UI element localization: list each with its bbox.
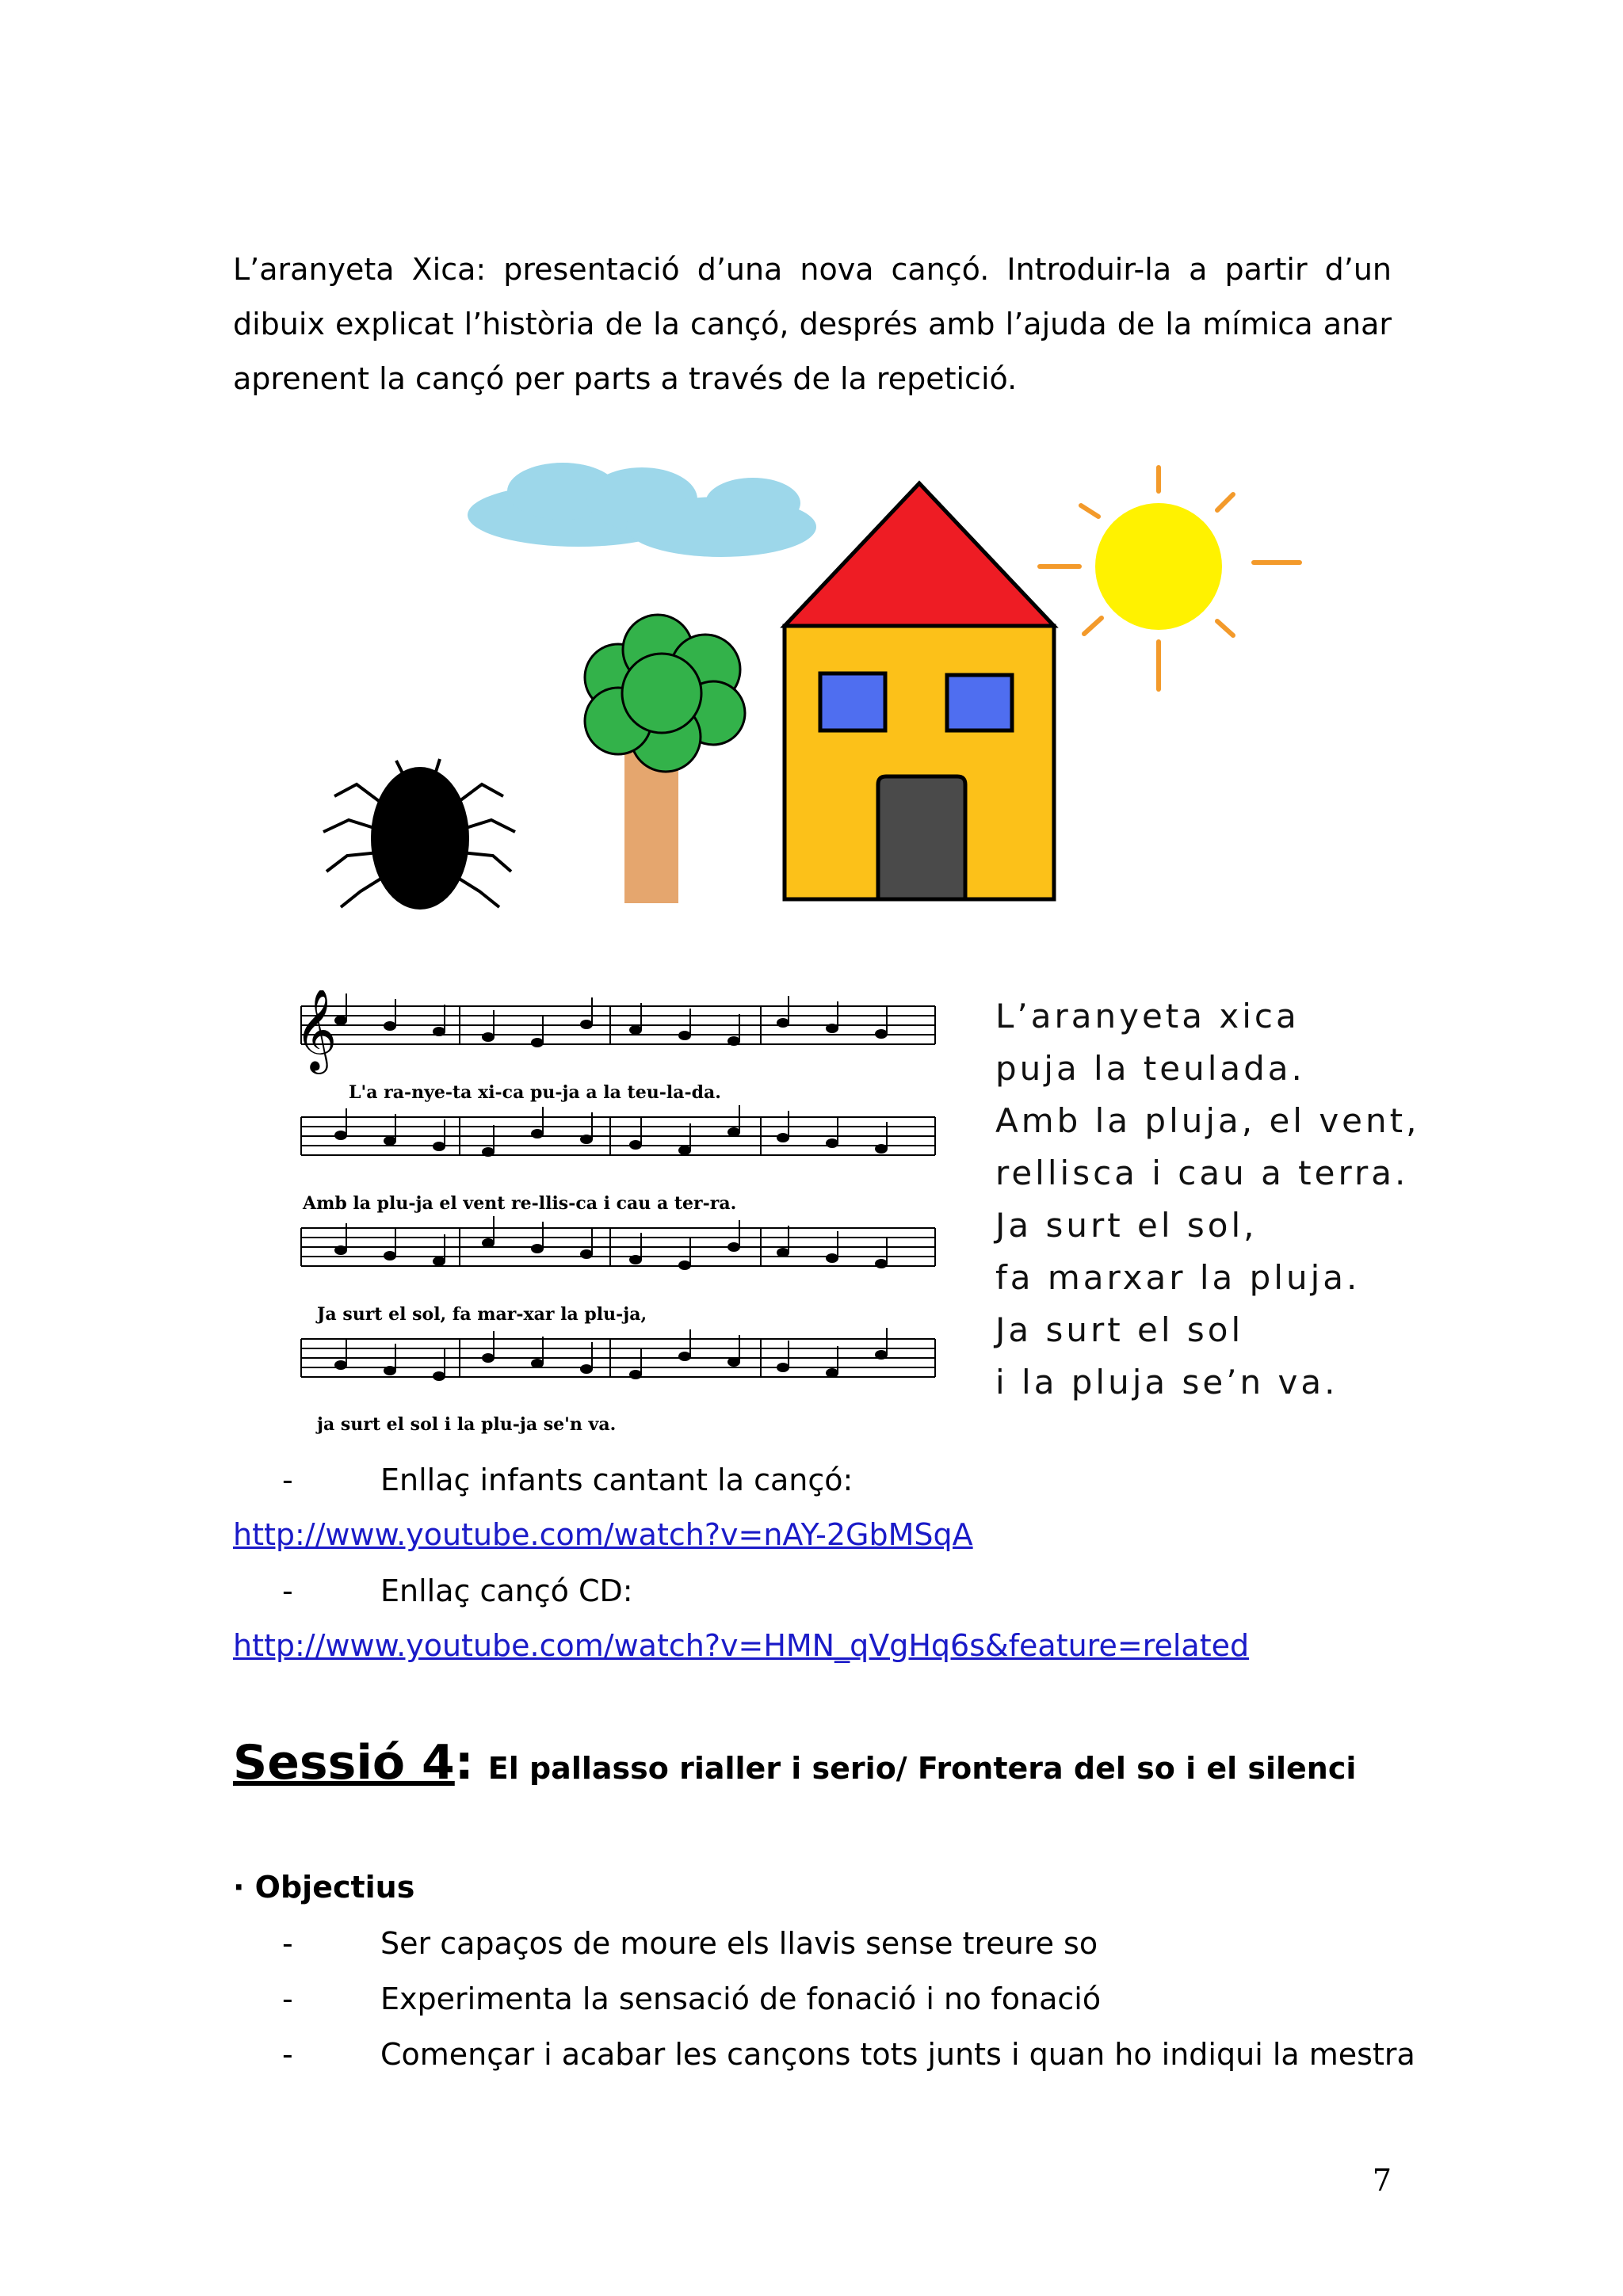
lyrics-line: Ja surt el sol xyxy=(995,1310,1244,1349)
session-subtitle: El pallasso rialler i serio/ Frontera del so i el silenci xyxy=(487,1751,1357,1786)
note-head xyxy=(384,1136,396,1146)
treble-clef-icon: 𝄞 xyxy=(295,990,338,1071)
house-icon xyxy=(785,483,1054,899)
note-head xyxy=(482,1353,495,1363)
page-number: 7 xyxy=(1372,2163,1392,2198)
note-head xyxy=(875,1029,888,1039)
note-head xyxy=(826,1024,838,1033)
note-head xyxy=(678,1146,691,1155)
session-heading xyxy=(233,1735,1356,1791)
bullet-dash: - xyxy=(282,1926,293,1961)
note-head xyxy=(433,1371,445,1381)
song-lyrics xyxy=(995,990,1419,1409)
objective-item xyxy=(282,1981,1101,2017)
note-head xyxy=(334,1245,347,1255)
note-head xyxy=(727,1036,740,1046)
note-head xyxy=(482,1147,495,1157)
note-head xyxy=(531,1359,544,1368)
link2-label: Enllaç cançó CD: xyxy=(380,1573,633,1608)
score-syllables-line-1: L'a ra-nye-ta xi-ca pu-ja a la teu-la-da. xyxy=(349,1082,721,1103)
objective-text: Experimenta la sensació de fonació i no fonació xyxy=(380,1981,1102,2016)
song-illustration xyxy=(269,460,1331,935)
score-syllables-line-2: Amb la plu-ja el vent re-llis-ca i cau a ter-ra. xyxy=(303,1193,737,1214)
bullet-dash: - xyxy=(282,1573,293,1608)
spider-icon xyxy=(323,759,515,910)
intro-paragraph: L’aranyeta Xica: presentació d’una nova cançó. Introduir-la a partir d’un dibuix explicat l’història de la cançó, després amb l’ajuda de la mímica anar aprenent la cançó per parts a través de la repetició. xyxy=(233,252,1392,396)
note-head xyxy=(334,1131,347,1140)
note-head xyxy=(334,1360,347,1370)
note-head xyxy=(875,1350,888,1360)
note-head xyxy=(826,1138,838,1148)
link1-url[interactable]: http://www.youtube.com/watch?v=nAY-2GbMSqA xyxy=(233,1517,973,1552)
link1-label: Enllaç infants cantant la cançó: xyxy=(380,1463,854,1497)
note-head xyxy=(384,1366,396,1375)
note-head xyxy=(384,1251,396,1261)
note-head xyxy=(580,1020,593,1029)
note-head xyxy=(531,1244,544,1253)
note-head xyxy=(629,1025,642,1035)
note-head xyxy=(678,1031,691,1040)
lyrics-line: puja la teulada. xyxy=(995,1049,1305,1088)
note-head xyxy=(777,1018,789,1028)
session-colon: : xyxy=(454,1735,474,1791)
session-title: Sessió 4 xyxy=(233,1735,455,1791)
lyrics-line: Amb la pluja, el vent, xyxy=(995,1101,1420,1140)
note-head xyxy=(433,1027,445,1036)
score-syllables-line-4: ja surt el sol i la plu-ja se'n va. xyxy=(317,1414,617,1435)
note-head xyxy=(777,1363,789,1372)
score-syllables-line-3: Ja surt el sol, fa mar-xar la plu-ja, xyxy=(317,1304,647,1325)
note-head xyxy=(531,1129,544,1138)
link2-list-item xyxy=(282,1573,633,1609)
note-head xyxy=(875,1259,888,1268)
note-head xyxy=(875,1144,888,1154)
note-head xyxy=(580,1135,593,1144)
note-head xyxy=(629,1370,642,1379)
sun-icon xyxy=(1040,467,1300,689)
link2-url[interactable]: http://www.youtube.com/watch?v=HMN_qVgHq6s&feature=related xyxy=(233,1628,1250,1663)
note-head xyxy=(580,1364,593,1374)
note-head xyxy=(433,1257,445,1266)
bullet-dash: - xyxy=(282,2037,293,2072)
objective-text: Començar i acabar les cançons tots junts i quan ho indiqui la mestra xyxy=(380,2037,1415,2072)
objectives-heading: · Objectius xyxy=(233,1870,415,1905)
sheet-music xyxy=(293,990,951,1442)
note-head xyxy=(826,1253,838,1263)
note-head xyxy=(482,1238,495,1248)
note-head xyxy=(727,1357,740,1367)
lyrics-line: i la pluja se’n va. xyxy=(995,1363,1338,1402)
note-head xyxy=(629,1255,642,1264)
tree-icon xyxy=(585,615,745,903)
lyrics-line: Ja surt el sol, xyxy=(995,1206,1258,1245)
note-head xyxy=(384,1021,396,1031)
note-head xyxy=(482,1032,495,1042)
note-head xyxy=(826,1368,838,1378)
note-head xyxy=(777,1133,789,1142)
objective-text: Ser capaços de moure els llavis sense treure so xyxy=(380,1926,1098,1961)
note-head xyxy=(777,1248,789,1257)
note-head xyxy=(531,1038,544,1047)
note-head xyxy=(727,1127,740,1137)
note-head xyxy=(433,1142,445,1151)
cloud-icon xyxy=(468,463,816,557)
link1-list-item xyxy=(282,1462,853,1498)
note-head xyxy=(678,1352,691,1361)
lyrics-line: L’aranyeta xica xyxy=(995,997,1300,1035)
bullet-dash: - xyxy=(282,1463,293,1497)
lyrics-line: fa marxar la pluja. xyxy=(995,1258,1361,1297)
objective-item xyxy=(282,1925,1098,1962)
note-head xyxy=(727,1242,740,1252)
objective-item xyxy=(282,2036,1415,2073)
lyrics-line: rellisca i cau a terra. xyxy=(995,1154,1409,1192)
bullet-dash: - xyxy=(282,1981,293,2016)
note-head xyxy=(580,1249,593,1259)
note-head xyxy=(678,1261,691,1270)
note-head xyxy=(629,1140,642,1150)
